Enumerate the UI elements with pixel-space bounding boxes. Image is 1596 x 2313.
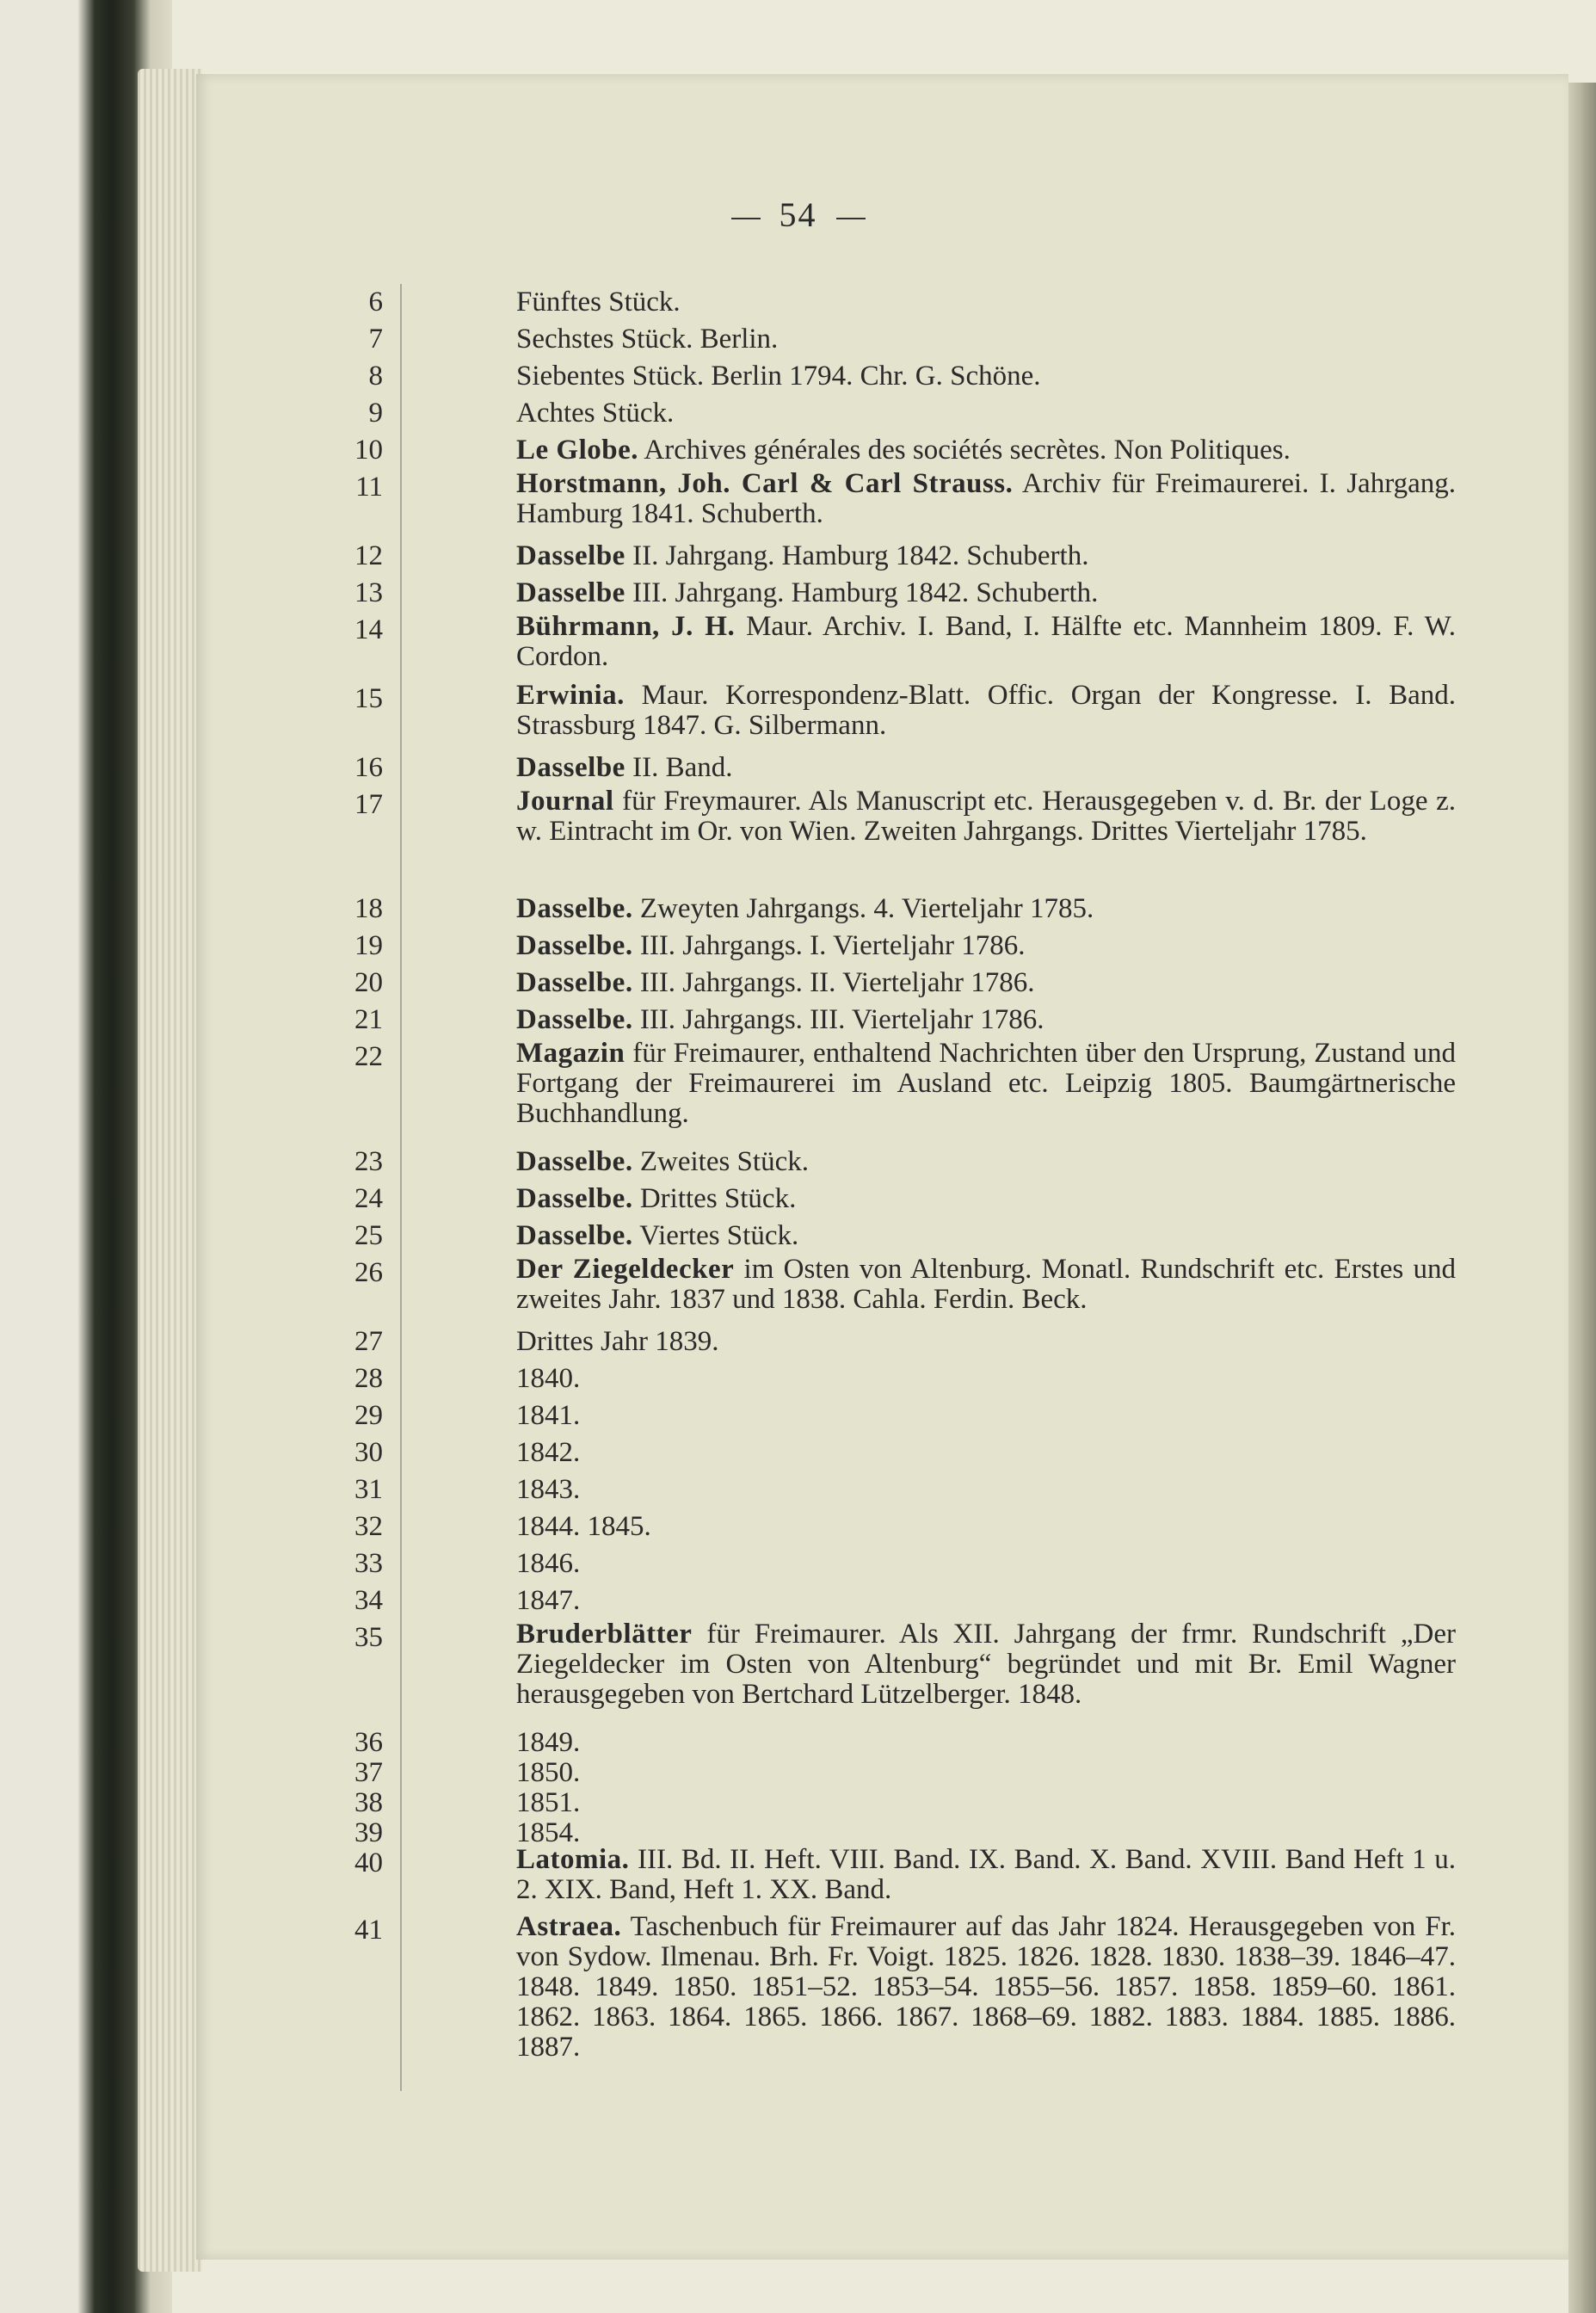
entry-body: Viertes Stück. <box>632 1220 799 1251</box>
entry-number: 40 <box>354 1847 383 1878</box>
entry-number: 16 <box>354 752 383 783</box>
entry-heading: Der Ziegeldecker <box>516 1254 735 1285</box>
entry-body: Maur. Archiv. I. Band, I. Hälfte etc. Mannheim 1809. F. W. Cordon. <box>516 611 1456 672</box>
entry-text <box>516 965 1456 1002</box>
entry-number: 12 <box>354 540 383 571</box>
entry-body: Sechstes Stück. Berlin. <box>516 324 779 355</box>
entry-body: für Freimaurer, enthaltend Nachrichten über den Ursprung, Zustand und Fortgang der Freimaurerei im Ausland etc. Leipzig 1805. Baumgärtnerische Buchhandlung. <box>516 1038 1456 1129</box>
entry-body: II. Band. <box>625 752 733 783</box>
entry-number: 11 <box>355 472 383 503</box>
entry-body: Taschenbuch für Freimaurer auf das Jahr 1824. Herausgegeben von Fr. von Sydow. Ilmenau. Brh. Fr. Voigt. 1825. 1826. 1828. 1830. 1838–39. 1846–47. 1848. 1849. 1850. 1851–52. 1853–54. 1855–56. 1857. 1858. 1859–60. 1861. 1862. 1863. 1864. 1865. 1866. 1867. 1868–69. 1882. 1883. 1884. 1885. 1886. 1887. <box>516 1911 1456 2063</box>
column-rule <box>400 284 402 2091</box>
entry-body: Zweites Stück. <box>632 1146 809 1177</box>
entry-text <box>516 469 1456 529</box>
entry-body: Achtes Stück. <box>516 398 675 429</box>
entry-body: Archives générales des sociétés secrètes. Non Politiques. <box>638 435 1291 466</box>
entry-number: 21 <box>354 1004 383 1035</box>
entry-heading: Erwinia. <box>516 680 625 711</box>
entry-heading: Bührmann, J. H. <box>516 611 736 642</box>
entry-text <box>516 786 1456 847</box>
entry-text <box>516 1434 1456 1471</box>
entry-body: III. Bd. II. Heft. VIII. Band. IX. Band. X. Band. XVIII. Band Heft 1 u. 2. XIX. Band, Heft 1. XX. Band. <box>516 1844 1456 1905</box>
entry-body: 1850. <box>516 1757 581 1788</box>
entry-heading: Dasselbe. <box>516 1146 633 1177</box>
entry-heading: Dasselbe. <box>516 893 633 924</box>
entry-body: Siebentes Stück. Berlin 1794. Chr. G. Schöne. <box>516 361 1041 392</box>
entry-text <box>516 575 1456 612</box>
entry-text <box>516 928 1456 965</box>
entry-text <box>516 1002 1456 1039</box>
entry-text <box>516 891 1456 928</box>
entry-text <box>516 1144 1456 1181</box>
dash-right <box>836 218 866 219</box>
page-number <box>0 194 1596 235</box>
entry-body: 1851. <box>516 1787 581 1818</box>
entry-body: 1841. <box>516 1400 581 1431</box>
entry-number: 35 <box>354 1622 383 1653</box>
entry-text <box>516 1619 1456 1710</box>
entry-text <box>516 284 1456 321</box>
entry-heading: Dasselbe <box>516 577 625 608</box>
entry-body: II. Jahrgang. Hamburg 1842. Schuberth. <box>625 540 1089 571</box>
entry-number: 26 <box>354 1257 383 1288</box>
entry-text <box>516 1582 1456 1619</box>
entry-text <box>516 1471 1456 1508</box>
entry-body: 1849. <box>516 1727 581 1758</box>
entry-number: 15 <box>354 683 383 714</box>
entry-text <box>516 681 1456 741</box>
entry-number: 41 <box>354 1915 383 1946</box>
entry-number: 19 <box>354 930 383 961</box>
entry-body: für Freymaurer. Als Manuscript etc. Herausgegeben v. d. Br. der Loge z. w. Eintracht im Or. von Wien. Zweiten Jahrgangs. Drittes Vierteljahr 1785. <box>516 786 1456 847</box>
entry-body: III. Jahrgangs. III. Vierteljahr 1786. <box>632 1004 1044 1035</box>
entry-body: Drittes Stück. <box>632 1183 797 1214</box>
entry-body: für Freimaurer. Als XII. Jahrgang der frmr. Rundschrift „Der Ziegeldecker im Osten von Altenburg“ begründet und mit Br. Emil Wagner herausgegeben von Bertchard Lützelberger. 1848. <box>516 1619 1456 1710</box>
entry-heading: Bruderblätter <box>516 1619 693 1650</box>
entry-heading: Dasselbe. <box>516 967 633 998</box>
entry-body: 1844. 1845. <box>516 1511 651 1542</box>
entry-body: Maur. Korrespondenz-Blatt. Offic. Organ der Kongresse. I. Band. Strassburg 1847. G. Silbermann. <box>516 680 1456 741</box>
entry-body: Fünftes Stück. <box>516 287 681 318</box>
entry-number: 20 <box>354 967 383 998</box>
entry-text <box>516 1845 1456 1905</box>
entry-body: Archiv für Freimaurerei. I. Jahrgang. Hamburg 1841. Schuberth. <box>516 468 1456 529</box>
entry-body: Drittes Jahr 1839. <box>516 1326 719 1357</box>
entry-heading: Dasselbe <box>516 540 625 571</box>
entry-number: 34 <box>354 1585 383 1616</box>
entry-number: 6 <box>368 287 383 318</box>
entry-heading: Le Globe. <box>516 435 638 466</box>
entry-text <box>516 1397 1456 1434</box>
entry-number: 9 <box>368 398 383 429</box>
entry-heading: Horstmann, Joh. Carl & Carl Strauss. <box>516 468 1014 499</box>
entry-number: 17 <box>354 789 383 820</box>
entry-body: 1842. <box>516 1437 581 1468</box>
entry-heading: Dasselbe. <box>516 1183 633 1214</box>
entry-number: 10 <box>354 435 383 466</box>
entry-text <box>516 1039 1456 1129</box>
entry-number: 24 <box>354 1183 383 1214</box>
entry-text <box>516 1912 1456 2063</box>
entry-number: 37 <box>354 1757 383 1788</box>
entry-heading: Dasselbe. <box>516 930 633 961</box>
entry-number: 18 <box>354 893 383 924</box>
entry-heading: Dasselbe <box>516 752 625 783</box>
entry-text <box>516 358 1456 395</box>
entry-body: 1854. <box>516 1817 581 1848</box>
entry-text <box>516 432 1456 469</box>
entry-number: 22 <box>354 1041 383 1072</box>
entry-text <box>516 1255 1456 1315</box>
entry-number: 23 <box>354 1146 383 1177</box>
entry-heading: Astraea. <box>516 1911 622 1942</box>
entry-heading: Dasselbe. <box>516 1004 633 1035</box>
dash-left <box>731 218 761 219</box>
entry-heading: Magazin <box>516 1038 625 1069</box>
entry-number: 27 <box>354 1326 383 1357</box>
entry-text <box>516 612 1456 672</box>
page-number-text: 54 <box>779 195 817 234</box>
entry-text <box>516 1218 1456 1255</box>
entry-body: 1846. <box>516 1548 581 1579</box>
entry-body: Zweyten Jahrgangs. 4. Vierteljahr 1785. <box>632 893 1094 924</box>
entry-heading: Latomia. <box>516 1844 630 1875</box>
entry-number: 33 <box>354 1548 383 1579</box>
entry-text <box>516 1323 1456 1360</box>
entry-body: III. Jahrgangs. I. Vierteljahr 1786. <box>632 930 1026 961</box>
entry-number: 29 <box>354 1400 383 1431</box>
entry-number: 14 <box>354 614 383 645</box>
entry-text <box>516 538 1456 575</box>
entry-number: 7 <box>368 324 383 355</box>
entry-number: 30 <box>354 1437 383 1468</box>
page-edges <box>138 69 202 2272</box>
entry-text <box>516 321 1456 358</box>
entry-number: 36 <box>354 1727 383 1758</box>
entry-number: 28 <box>354 1363 383 1394</box>
entry-body: 1847. <box>516 1585 581 1616</box>
entry-text <box>516 1181 1456 1218</box>
entry-text <box>516 749 1456 786</box>
entry-number: 38 <box>354 1787 383 1818</box>
entry-text <box>516 1545 1456 1582</box>
entry-text <box>516 395 1456 432</box>
entry-heading: Journal <box>516 786 614 817</box>
entry-number: 32 <box>354 1511 383 1542</box>
entry-number: 39 <box>354 1817 383 1848</box>
entry-number: 31 <box>354 1474 383 1505</box>
entry-heading: Dasselbe. <box>516 1220 633 1251</box>
entry-body: 1843. <box>516 1474 581 1505</box>
entry-text <box>516 1360 1456 1397</box>
entry-number: 25 <box>354 1220 383 1251</box>
entry-body: III. Jahrgangs. II. Vierteljahr 1786. <box>632 967 1035 998</box>
facing-page-edge <box>1568 83 1596 2313</box>
entry-body: im Osten von Altenburg. Monatl. Rundschrift etc. Erstes und zweites Jahr. 1837 und 1838. Cahla. Ferdin. Beck. <box>516 1254 1456 1315</box>
entry-body: III. Jahrgang. Hamburg 1842. Schuberth. <box>625 577 1099 608</box>
entry-body: 1840. <box>516 1363 581 1394</box>
entry-number: 8 <box>368 361 383 392</box>
entry-text <box>516 1508 1456 1545</box>
entry-number: 13 <box>354 577 383 608</box>
